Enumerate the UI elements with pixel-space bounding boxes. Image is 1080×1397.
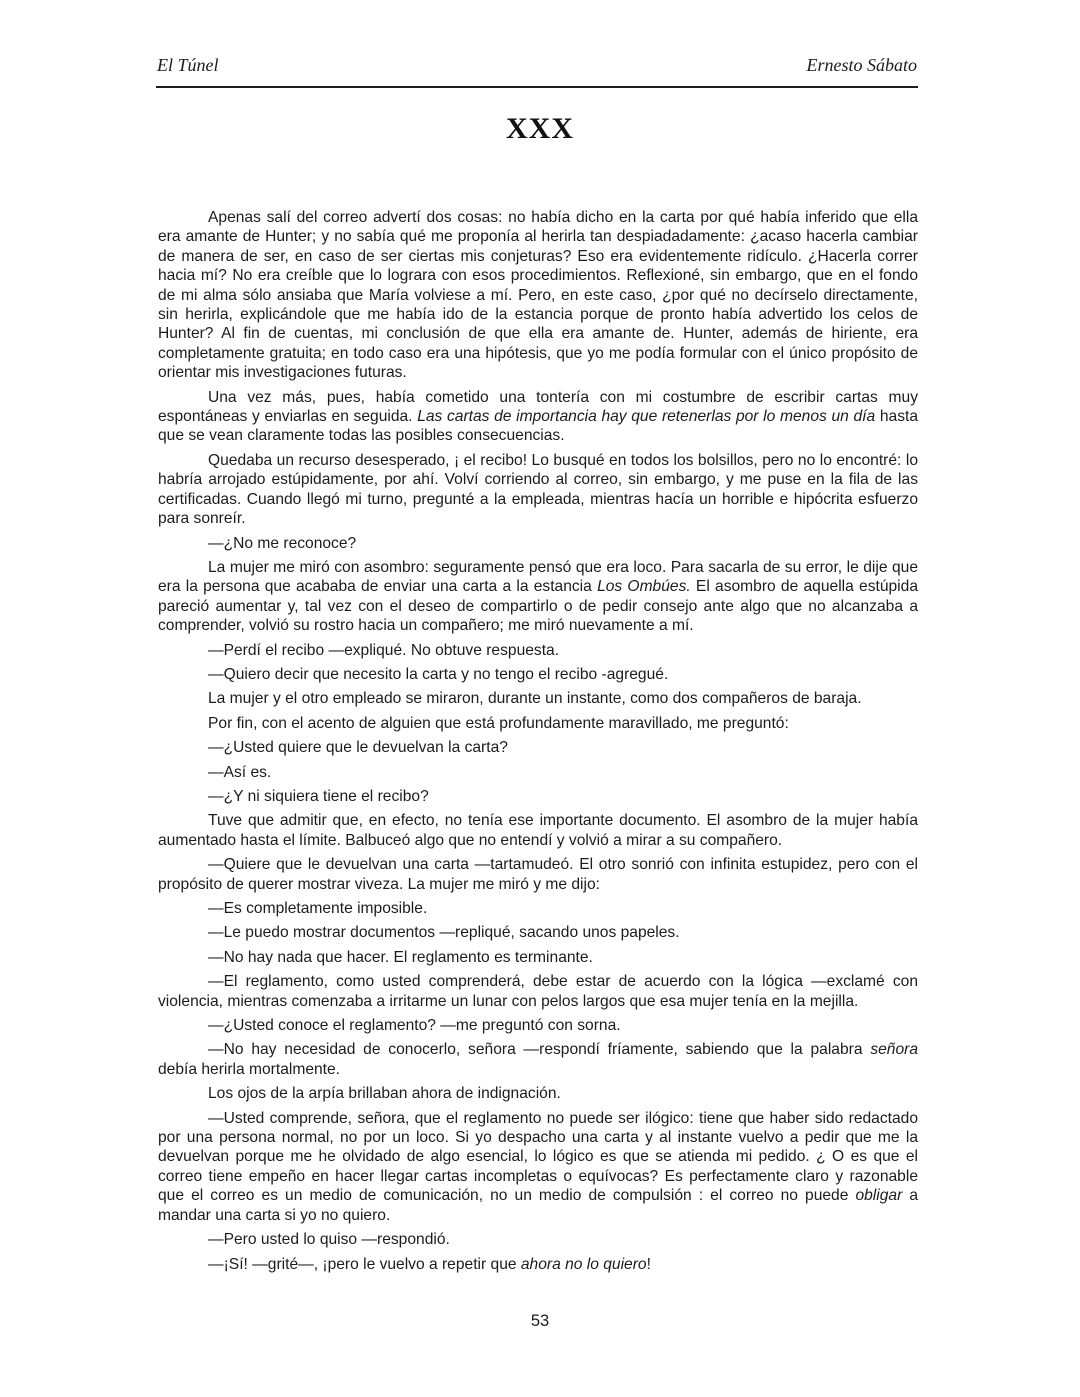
- paragraph: [158, 972, 918, 1011]
- text-segment: Apenas salí del correo advertí dos cosas: no había dicho en la carta por qué había inferido que ella era amante de Hunter; y no sabía qué me proponía al herirla tan despiadadamente: ¿acaso hacerla cambiar de manera de ser, en caso de ser ciertas mis conjeturas? Eso era evidentemente ridículo. ¿Hacerla correr hacia mí? No era creíble que lo lograra con esos procedimientos. Reflexioné, sin embargo, que en el fondo de mi alma sólo ansiaba que María volviese a mí. Pero, en este caso, ¿por qué no decírselo directamente, sin herirla, explicándole que me había ido de la estancia porque de pronto había advertido los celos de Hunter? Al fin de cuentas, mi conclusión de que ella era amante de. Hunter, además de hiriente, era completamente gratuita; en todo caso era una hipótesis, que yo me podía formular con el único propósito de orientar mis investigaciones futuras.: [158, 209, 918, 382]
- body-text: [158, 208, 918, 1279]
- paragraph: [158, 451, 918, 529]
- text-segment: —Pero usted lo quiso —respondió.: [208, 1231, 450, 1249]
- page-number: 53: [530, 1312, 550, 1330]
- text-segment: Por fin, con el acento de alguien que está profundamente maravillado, me preguntó:: [208, 714, 789, 732]
- text-segment: Tuve que admitir que, en efecto, no tenía ese importante documento. El asombro de la mujer había aumentado hasta el límite. Balbuceó algo que no entendí y volvió a mirar a su compañero.: [158, 812, 918, 849]
- paragraph: [158, 689, 918, 708]
- paragraph: [158, 388, 918, 446]
- italic-text-segment: ahora no lo quiero: [520, 1255, 647, 1273]
- paragraph: [158, 899, 918, 918]
- text-segment: La mujer y el otro empleado se miraron, durante un instante, como dos compañeros de baraja.: [208, 690, 862, 708]
- text-segment: —Usted comprende, señora, que el reglamento no puede ser ilógico: tiene que haber sido redactado por una persona normal, no por un loco. Si yo despacho una carta y al instante vuelvo a pedir que me la devuelvan porque me he olvidado de algo esencial, lo lógico es que se atienda mi pedido. ¿ O es que el correo tiene empeño en hacer llegar cartas incompletas o equívocas? Es perfectamente claro y razonable que el correo es un medio de comunicación, no un medio de compulsión : el correo no puede: [158, 1109, 918, 1205]
- text-segment: Los ojos de la arpía brillaban ahora de indignación.: [208, 1085, 561, 1103]
- paragraph: [158, 665, 918, 684]
- text-segment: —¿No me reconoce?: [208, 534, 357, 552]
- text-segment: —No hay nada que hacer. El reglamento es terminante.: [208, 948, 593, 966]
- paragraph: [158, 1084, 918, 1103]
- paragraph: [158, 948, 918, 967]
- text-segment: Quedaba un recurso desesperado, ¡ el recibo! Lo busqué en todos los bolsillos, pero no lo encontré: lo habría arrojado estúpidamente, por ahí. Volví corriendo al correo, sin embargo, y me puse en la fila de las certificadas. Cuando llegó mi turno, pregunté a la empleada, mientras hacía un horrible e hipócrita esfuerzo para sonreír.: [158, 451, 918, 528]
- paragraph: [158, 1109, 918, 1225]
- italic-text-segment: obligar: [855, 1187, 903, 1205]
- text-segment: —Quiere que le devuelvan una carta —tartamudeó. El otro sonrió con infinita estupidez, pero con el propósito de querer mostrar viveza. La mujer me miró y me dijo:: [158, 856, 918, 893]
- paragraph: [158, 1040, 918, 1079]
- author-name: Ernesto Sábato: [806, 55, 917, 75]
- text-segment: —Perdí el recibo —expliqué. No obtuve respuesta.: [208, 641, 560, 659]
- text-segment: —Así es.: [208, 763, 272, 781]
- paragraph: [158, 558, 918, 636]
- running-title: El Túnel: [157, 55, 219, 75]
- paragraph: [158, 1255, 918, 1274]
- paragraph: [158, 534, 918, 553]
- italic-text-segment: Las cartas de importancia hay que retenerlas por lo menos un día: [417, 408, 876, 426]
- paragraph: [158, 787, 918, 806]
- text-segment: —¡Sí! —grité—, ¡pero le vuelvo a repetir que: [208, 1255, 521, 1273]
- text-segment: —El reglamento, como usted comprenderá, debe estar de acuerdo con la lógica —exclamé con violencia, mientras comenzaba a irritarme un lunar con pelos largos que esa mujer tenía en la mejilla.: [158, 973, 918, 1010]
- text-segment: a mandar una carta si yo no quiero.: [158, 1187, 918, 1224]
- text-segment: —No hay necesidad de conocerlo, señora —respondí fríamente, sabiendo que la palabra: [208, 1041, 871, 1059]
- text-segment: Una vez más, pues, había cometido una tontería con mi costumbre de escribir cartas muy espontáneas y enviarlas en seguida.: [158, 388, 918, 426]
- text-segment: !: [646, 1255, 651, 1273]
- paragraph: [158, 811, 918, 850]
- paragraph: [158, 855, 918, 894]
- chapter-title: XXX: [506, 112, 574, 145]
- page-header: [157, 55, 917, 76]
- paragraph: [158, 714, 918, 733]
- text-segment: El asombro de aquella estúpida pareció aumentar y, tal vez con el deseo de compartirlo o de pedir consejo ante algo que no alcanzaba a comprender, volvió su rostro hacia un compañero; me miró nuevamente a mí.: [158, 578, 918, 635]
- paragraph: [158, 763, 918, 782]
- paragraph: [158, 1016, 918, 1035]
- header-rule: [156, 86, 918, 88]
- paragraph: [158, 1230, 918, 1249]
- text-segment: —¿Usted conoce el reglamento? —me preguntó con sorna.: [208, 1017, 621, 1035]
- text-segment: debía herirla mortalmente.: [158, 1060, 341, 1078]
- text-segment: —Quiero decir que necesito la carta y no tengo el recibo -agregué.: [208, 665, 669, 683]
- paragraph: [158, 641, 918, 660]
- text-segment: hasta que se vean claramente todas las posibles consecuencias.: [158, 408, 918, 445]
- text-segment: —Le puedo mostrar documentos —repliqué, sacando unos papeles.: [208, 924, 680, 942]
- text-segment: —Es completamente imposible.: [208, 900, 428, 917]
- italic-text-segment: Los Ombúes.: [597, 578, 691, 596]
- paragraph: [158, 923, 918, 942]
- paragraph: [158, 208, 918, 383]
- text-segment: —¿Usted quiere que le devuelvan la carta?: [208, 739, 508, 757]
- text-segment: —¿Y ni siquiera tiene el recibo?: [208, 787, 429, 805]
- text-segment: La mujer me miró con asombro: seguramente pensó que era loco. Para sacarla de su error, le dije que era la persona que acababa de enviar una carta a la estancia: [158, 558, 918, 596]
- italic-text-segment: señora: [870, 1041, 918, 1059]
- paragraph: [158, 738, 918, 757]
